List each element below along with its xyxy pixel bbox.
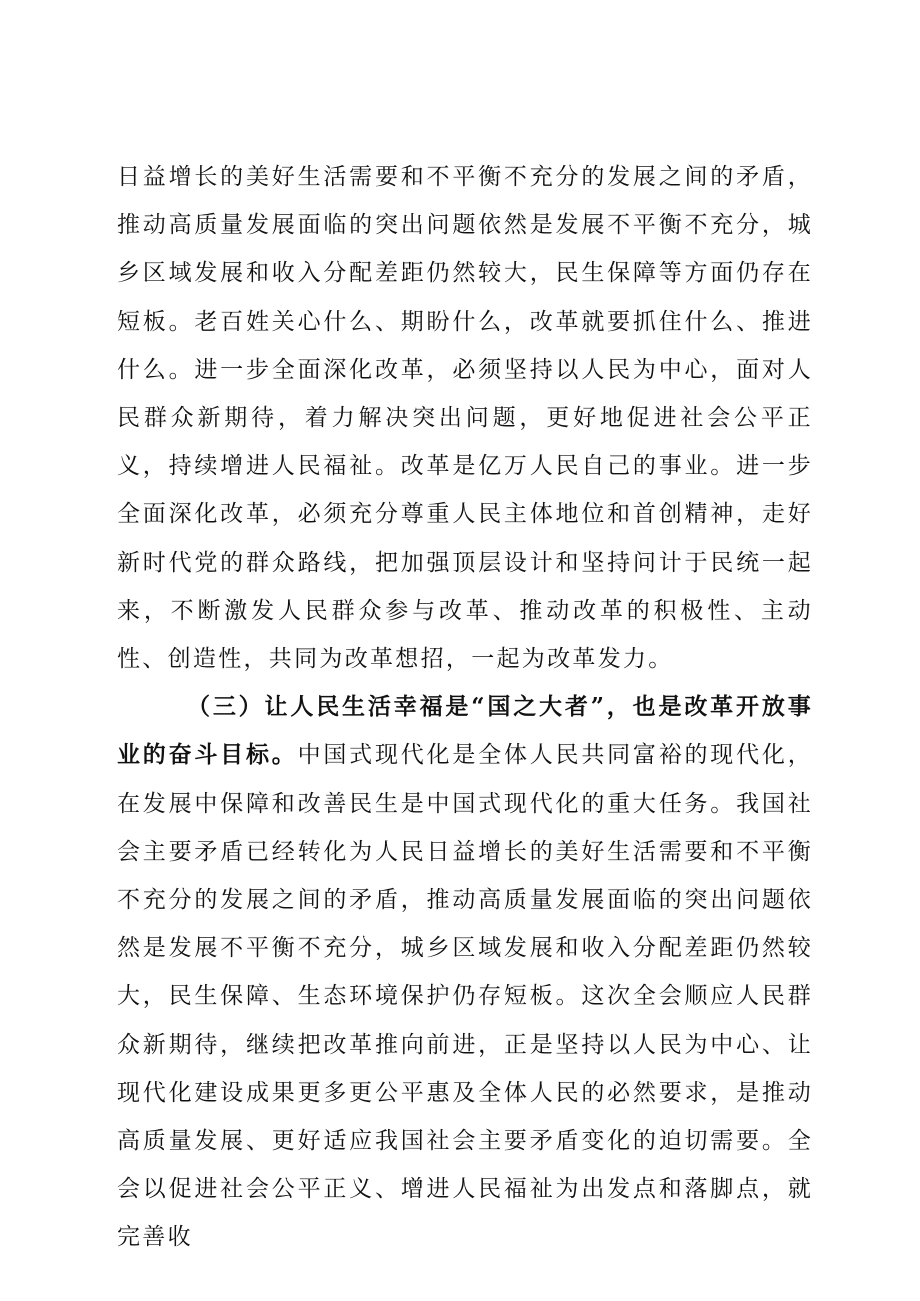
paragraph-continuation: 日益增长的美好生活需要和不平衡不充分的发展之间的矛盾，推动高质量发展面临的突出问题依然是发展不平衡不充分，城乡区域发展和收入分配差距仍然较大，民生保障等方面仍存在短板。老百姓关心什么、期盼什么，改革就要抓住什么、推进什么。进一步全面深化改革，必须坚持以人民为中心，面对人民群众新期待，着力解决突出问题，更好地促进社会公平正义，持续增进人民福祉。改革是亿万人民自己的事业。进一步全面深化改革，必须充分尊重人民主体地位和首创精神，走好新时代党的群众路线，把加强顶层设计和坚持问计于民统一起来，不断激发人民群众参与改革、推动改革的积极性、主动性、创造性，共同为改革想招，一起为改革发力。 [117,164,813,673]
paragraph-section-three [117,683,813,1261]
section-heading: （三）让人民生活幸福是“国之大者”，也是改革开放事业的奋斗目标。 [117,693,813,769]
section-body-text: 中国式现代化是全体人民共同富裕的现代化，在发展中保障和改善民生是中国式现代化的重大任务。我国社会主要矛盾已经转化为人民日益增长的美好生活需要和不平衡不充分的发展之间的矛盾，推动高质量发展面临的突出问题依然是发展不平衡不充分，城乡区域发展和收入分配差距仍然较大，民生保障、生态环境保护仍存短板。这次全会顺应人民群众新期待，继续把改革推向前进，正是坚持以人民为中心、让现代化建设成果更多更公平惠及全体人民的必然要求，是推动高质量发展、更好适应我国社会主要矛盾变化的迫切需要。全会以促进社会公平正义、增进人民福祉为出发点和落脚点，就完善收 [117,742,813,1251]
document-body [117,153,813,1262]
